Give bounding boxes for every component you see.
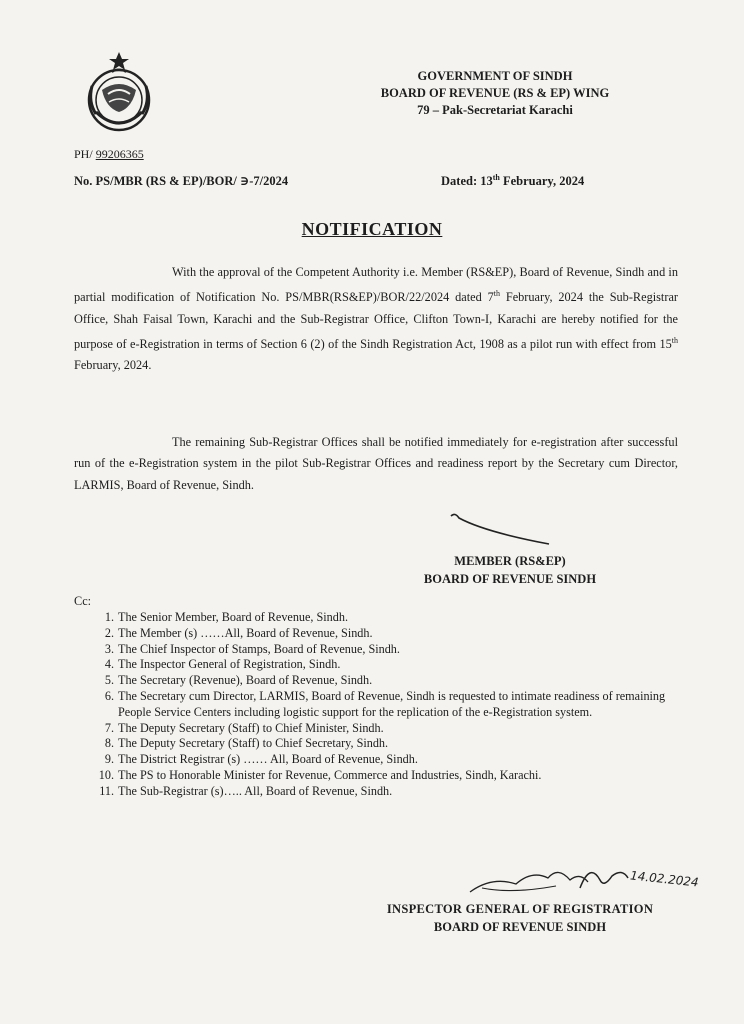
phone-line xyxy=(74,147,144,162)
paragraph-2 xyxy=(74,432,678,496)
date-rest: February, 2024 xyxy=(499,174,585,189)
cc-item-text: The Chief Inspector of Stamps, Board of Revenue, Sindh. xyxy=(118,641,400,656)
cc-list-item xyxy=(100,673,680,689)
cc-item-number: 5. xyxy=(104,673,114,688)
cc-item-number: 9. xyxy=(104,752,114,767)
phone-number: 99206365 xyxy=(95,147,144,161)
cc-item-number: 8. xyxy=(104,736,114,751)
member-signatory-block xyxy=(380,552,640,588)
document-title: NOTIFICATION xyxy=(301,219,443,239)
phone-label: PH/ xyxy=(74,147,96,161)
cc-list-item xyxy=(100,752,680,768)
date-prefix: Dated: 13 xyxy=(441,174,493,189)
cc-list-item xyxy=(100,642,680,658)
date-line xyxy=(441,173,584,189)
cc-item-number: 2. xyxy=(104,625,114,640)
cc-item-text: The Member (s) ……All, Board of Revenue, Sindh. xyxy=(118,625,373,640)
paragraph-1-part-a: With the approval of the Competent Authority i.e. Member (RS&EP), Board of Revenue, Sindh and in partial modification of Notification No. PS/MBR(RS&EP)/BOR/22/2024 dated 7 xyxy=(74,265,678,305)
cc-list-item xyxy=(100,657,680,673)
cc-list-item xyxy=(93,768,680,784)
paragraph-1-sup-2: th xyxy=(671,335,678,345)
letterhead-line-3: 79 – Pak-Secretariat Karachi xyxy=(417,103,573,117)
inspector-general-title: INSPECTOR GENERAL OF REGISTRATION xyxy=(386,902,654,916)
letterhead-line-2: BOARD OF REVENUE (RS & EP) WING xyxy=(380,86,610,100)
handwritten-date: 14.02.2024 xyxy=(629,868,700,890)
letterhead-line-1: GOVERNMENT OF SINDH xyxy=(417,69,573,83)
paragraph-2-text: The remaining Sub-Registrar Offices shall be notified immediately for e-registration after successful run of the e-Registration system in the pilot Sub-Registrar Offices and readiness report by the Secretary cum Director, LARMIS, Board of Revenue, Sindh. xyxy=(74,435,678,492)
paragraph-1-sup-1: th xyxy=(493,289,500,299)
cc-item-number: 10. xyxy=(98,767,114,782)
cc-item-text: The Deputy Secretary (Staff) to Chief Minister, Sindh. xyxy=(118,720,384,735)
government-seal-emblem xyxy=(82,50,156,136)
cc-item-number: 6. xyxy=(104,688,114,703)
cc-list-item xyxy=(100,736,680,752)
cc-item-text: The Inspector General of Registration, Sindh. xyxy=(118,657,341,672)
cc-item-text: The Sub-Registrar (s)….. All, Board of Revenue, Sindh. xyxy=(118,783,393,798)
cc-item-number: 4. xyxy=(104,657,114,672)
cc-item-text: The Secretary cum Director, LARMIS, Board of Revenue, Sindh is requested to intimate readiness of remaining People Service Centers including logistic support for the replication of the e-Registration system. xyxy=(118,688,666,719)
cc-list-item xyxy=(93,784,680,800)
member-signature-mark xyxy=(445,510,555,550)
cc-item-text: The District Registrar (s) …… All, Board of Revenue, Sindh. xyxy=(118,752,418,767)
cc-item-number: 3. xyxy=(104,641,114,656)
reference-number: No. PS/MBR (RS & EP)/BOR/ ∋-7/2024 xyxy=(74,174,289,188)
inspector-general-office: BOARD OF REVENUE SINDH xyxy=(433,920,607,934)
cc-list-item xyxy=(100,626,680,642)
cc-list-item xyxy=(100,610,680,626)
letterhead xyxy=(330,68,660,119)
paragraph-1-part-c: February, 2024. xyxy=(74,358,152,373)
cc-item-text: The Senior Member, Board of Revenue, Sindh. xyxy=(118,610,349,624)
member-signatory-title: MEMBER (RS&EP) xyxy=(454,554,566,568)
cc-item-text: The Deputy Secretary (Staff) to Chief Secretary, Sindh. xyxy=(118,736,389,751)
paragraph-1-part-b: February, 2024 the Sub-Registrar Office, Shah Faisal Town, Karachi and the Sub-Registrar Office, Clifton Town-I, Karachi are hereby notified for the purpose of e-Registration in terms of Section 6 (2) of the Sindh Registration Act, 1908 as a pilot run with effect from 15 xyxy=(74,290,678,352)
date-suffix: th xyxy=(492,173,500,182)
cc-item-number: 1. xyxy=(104,610,114,624)
inspector-general-signatory-block xyxy=(352,900,688,936)
paragraph-1 xyxy=(74,262,678,377)
cc-item-number: 7. xyxy=(104,720,114,735)
cc-list-item xyxy=(100,721,680,737)
cc-list-item xyxy=(100,689,680,721)
member-signatory-office: BOARD OF REVENUE SINDH xyxy=(423,572,597,586)
cc-label: Cc: xyxy=(74,594,92,608)
cc-item-text: The Secretary (Revenue), Board of Revenue, Sindh. xyxy=(118,673,373,688)
cc-item-number: 11. xyxy=(99,783,114,798)
cc-list xyxy=(100,610,680,800)
cc-item-text: The PS to Honorable Minister for Revenue, Commerce and Industries, Sindh, Karachi. xyxy=(118,767,542,782)
